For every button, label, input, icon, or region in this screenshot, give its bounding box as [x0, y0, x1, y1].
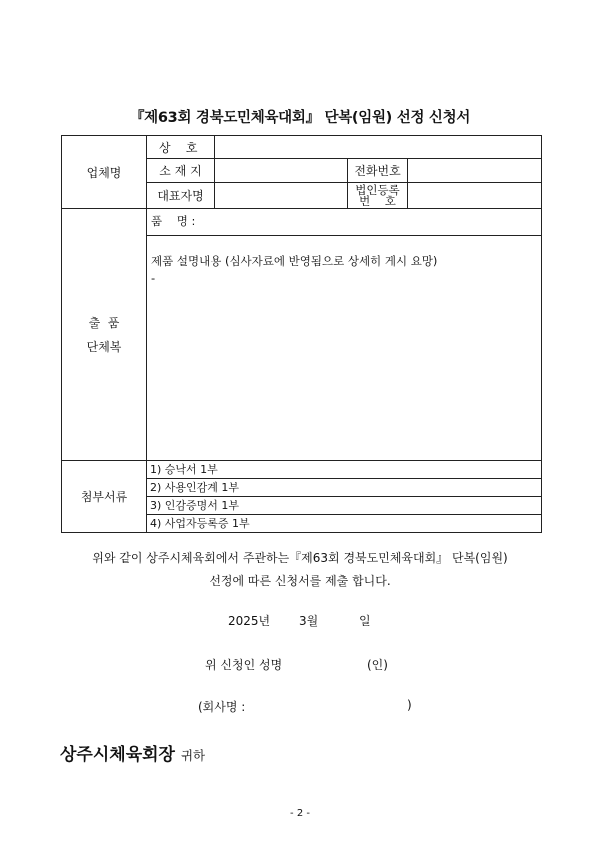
- document-title: 『제63회 경북도민체육대회』 단복(임원) 선정 신청서: [129, 110, 471, 126]
- product-header-line2: 단체복: [86, 340, 122, 354]
- product-item-cell[interactable]: [147, 209, 542, 236]
- company-name-close: ): [407, 698, 412, 712]
- corp-reg-label: [348, 183, 408, 209]
- addressee: [60, 740, 205, 765]
- body-text-line1: 위와 같이 상주시체육회에서 주관하는『제63회 경북도민체육대회』 단복(임원): [92, 551, 508, 565]
- address-label: 소 재 지: [147, 159, 215, 183]
- application-form-table: [61, 135, 542, 533]
- corp-reg-label-line1: 법인등록: [355, 182, 400, 197]
- attachment-item: 2) 사용인감계 1부: [147, 478, 541, 496]
- seal-mark: (인): [367, 658, 388, 672]
- date-month: 3월: [299, 614, 319, 628]
- ceo-label: 대표자명: [147, 183, 215, 209]
- company-name-label-bottom: (회사명 :: [198, 700, 246, 714]
- date-day: 일: [359, 614, 371, 628]
- applicant-label: 위 신청인 성명: [205, 658, 283, 672]
- attachments-list: [147, 461, 542, 533]
- phone-field[interactable]: [408, 159, 542, 183]
- product-description-bullet: -: [151, 271, 156, 285]
- attachment-item: 3) 인감증명서 1부: [147, 496, 541, 514]
- attachment-item: 1) 승낙서 1부: [150, 463, 218, 476]
- company-name-field[interactable]: [215, 136, 542, 159]
- product-item-label: 품 명 :: [151, 214, 196, 228]
- attachments-header: 첨부서류: [62, 461, 147, 533]
- addressee-suffix: 귀하: [180, 748, 206, 763]
- date-year: 2025년: [228, 614, 271, 628]
- attachment-item: 4) 사업자등록증 1부: [147, 514, 541, 532]
- page-number: - 2 -: [290, 808, 310, 819]
- product-header-line1: 출 품: [88, 316, 120, 330]
- body-text-line2: 선정에 따른 신청서를 제출 합니다.: [209, 574, 391, 588]
- company-header: 업체명: [62, 136, 147, 209]
- corp-reg-field[interactable]: [408, 183, 542, 209]
- company-name-label: 상 호: [147, 136, 215, 159]
- product-header: [62, 209, 147, 461]
- ceo-field[interactable]: [215, 183, 348, 209]
- product-description-cell[interactable]: [147, 236, 542, 461]
- address-field[interactable]: [215, 159, 348, 183]
- corp-reg-label-line2: 번 호: [359, 193, 396, 208]
- phone-label: 전화번호: [348, 159, 408, 183]
- addressee-name: 상주시체육회장: [60, 745, 175, 765]
- product-description-label: 제품 설명내용 (심사자료에 반영됨으로 상세히 게시 요망): [151, 254, 438, 268]
